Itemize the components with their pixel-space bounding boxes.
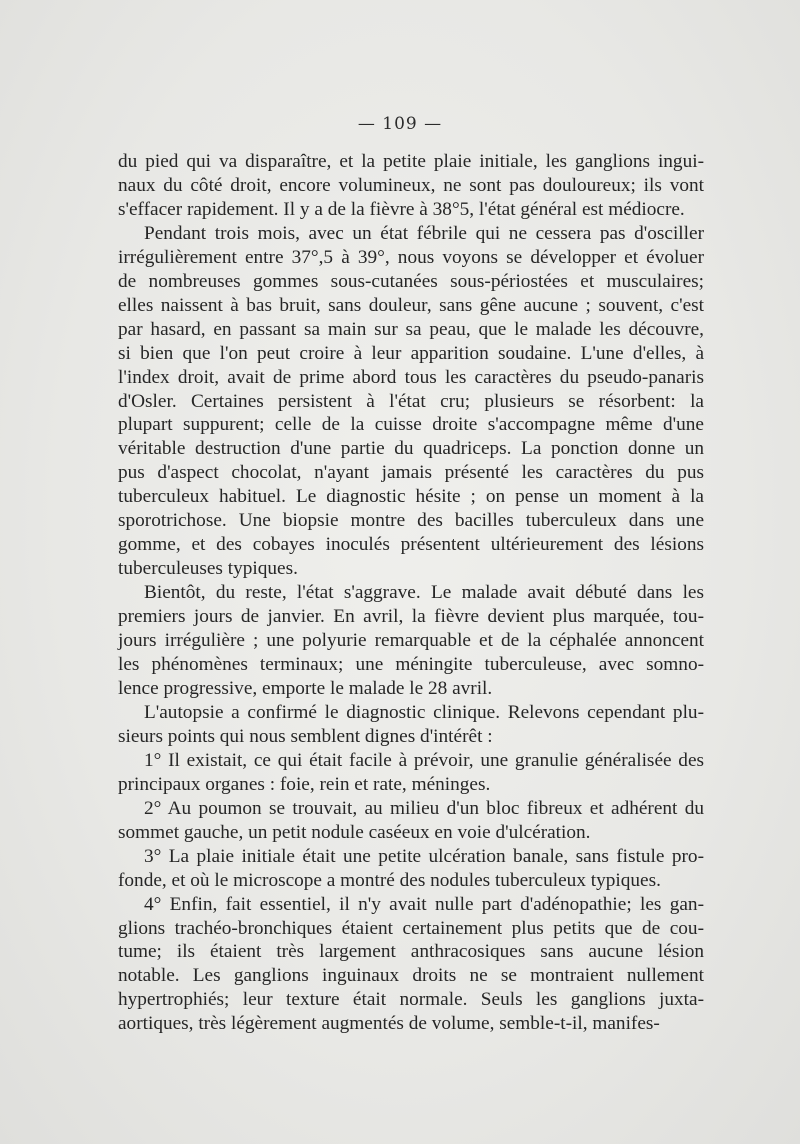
paragraph-point-4 (118, 893, 704, 1037)
page-number: — 109 — (357, 114, 443, 134)
text-line: fonde, et où le microscope a montré des nodules tuberculeux typiques. (118, 869, 661, 891)
text-line: jours irrégulière ; une polyurie remarquable et de la céphalée annoncent (118, 630, 704, 652)
body-text (118, 150, 704, 1036)
text-line: tuberculeuses typiques. (118, 558, 298, 580)
paragraph-bientot (118, 581, 704, 701)
text-line: 3° La plaie initiale était une petite ulcération banale, sans fistule pro- (144, 845, 704, 867)
text-line: premiers jours de janvier. En avril, la fièvre devient plus marquée, tou- (118, 606, 704, 628)
text-line: 2° Au poumon se trouvait, au milieu d'un bloc fibreux et adhérent du (144, 797, 704, 819)
text-line: si bien que l'on peut croire à leur apparition soudaine. L'une d'elles, à (118, 342, 704, 364)
paragraph-point-3 (118, 845, 704, 893)
text-line: naux du côté droit, encore volumineux, ne sont pas douloureux; ils vont (118, 174, 704, 196)
text-line: sommet gauche, un petit nodule caséeux en voie d'ulcération. (118, 821, 591, 843)
text-line: tume; ils étaient très largement anthracosiques sans aucune lésion (118, 941, 704, 963)
text-line: notable. Les ganglions inguinaux droits ne se montraient nullement (118, 965, 704, 987)
text-line: l'index droit, avait de prime abord tous les caractères du pseudo-panaris (118, 366, 704, 388)
text-line: lence progressive, emporte le malade le 28 avril. (118, 677, 493, 699)
text-line: d'Osler. Certaines persistent à l'état cru; plusieurs se résorbent: la (118, 390, 704, 412)
text-line: plupart suppurent; celle de la cuisse droite s'accompagne même d'une (118, 414, 704, 436)
paragraph-autopsie (118, 701, 704, 749)
text-line: par hasard, en passant sa main sur sa peau, que le malade les découvre, (118, 318, 704, 340)
text-line: 4° Enfin, fait essentiel, il n'y avait nulle part d'adénopathie; les gan- (144, 893, 704, 915)
text-line: s'effacer rapidement. Il y a de la fièvre à 38°5, l'état général est médiocre. (118, 198, 685, 220)
text-line: de nombreuses gommes sous-cutanées sous-périostées et musculaires; (118, 270, 704, 292)
paragraph-trois-mois (118, 222, 704, 581)
text-line: sporotrichose. Une biopsie montre des bacilles tuberculeux dans une (118, 510, 704, 532)
text-line: aortiques, très légèrement augmentés de volume, semble-t-il, manifes- (118, 1013, 660, 1035)
text-line: elles naissent à bas bruit, sans douleur, sans gêne aucune ; souvent, c'est (118, 294, 704, 316)
text-line: Bientôt, du reste, l'état s'aggrave. Le malade avait débuté dans les (144, 582, 704, 604)
paragraph-point-2 (118, 797, 704, 845)
text-line: irrégulièrement entre 37°,5 à 39°, nous voyons se développer et évoluer (118, 246, 704, 268)
text-line: glions trachéo-bronchiques étaient certainement plus petits que de cou- (118, 917, 704, 939)
text-line: tuberculeux habituel. Le diagnostic hésite ; on pense un moment à la (118, 486, 704, 508)
text-line: Pendant trois mois, avec un état fébrile qui ne cessera pas d'osciller (144, 222, 704, 244)
text-line: pus d'aspect chocolat, n'ayant jamais présenté les caractères du pus (118, 462, 704, 484)
text-line: 1° Il existait, ce qui était facile à prévoir, une granulie généralisée des (144, 749, 704, 771)
text-line: hypertrophiés; leur texture était normale. Seuls les ganglions juxta- (118, 989, 704, 1011)
text-line: L'autopsie a confirmé le diagnostic clinique. Relevons cependant plu- (144, 701, 704, 723)
text-line: véritable destruction d'une partie du quadriceps. La ponction donne un (118, 438, 704, 460)
text-line: sieurs points qui nous semblent dignes d'intérêt : (118, 725, 493, 747)
text-line: les phénomènes terminaux; une méningite tuberculeuse, avec somno- (118, 654, 704, 676)
paragraph-continuation (118, 150, 704, 222)
text-line: gomme, et des cobayes inoculés présentent ultérieurement des lésions (118, 534, 704, 556)
text-line: principaux organes : foie, rein et rate, méninges. (118, 773, 491, 795)
text-line: du pied qui va disparaître, et la petite plaie initiale, les ganglions ingui- (118, 151, 704, 172)
paragraph-point-1 (118, 749, 704, 797)
